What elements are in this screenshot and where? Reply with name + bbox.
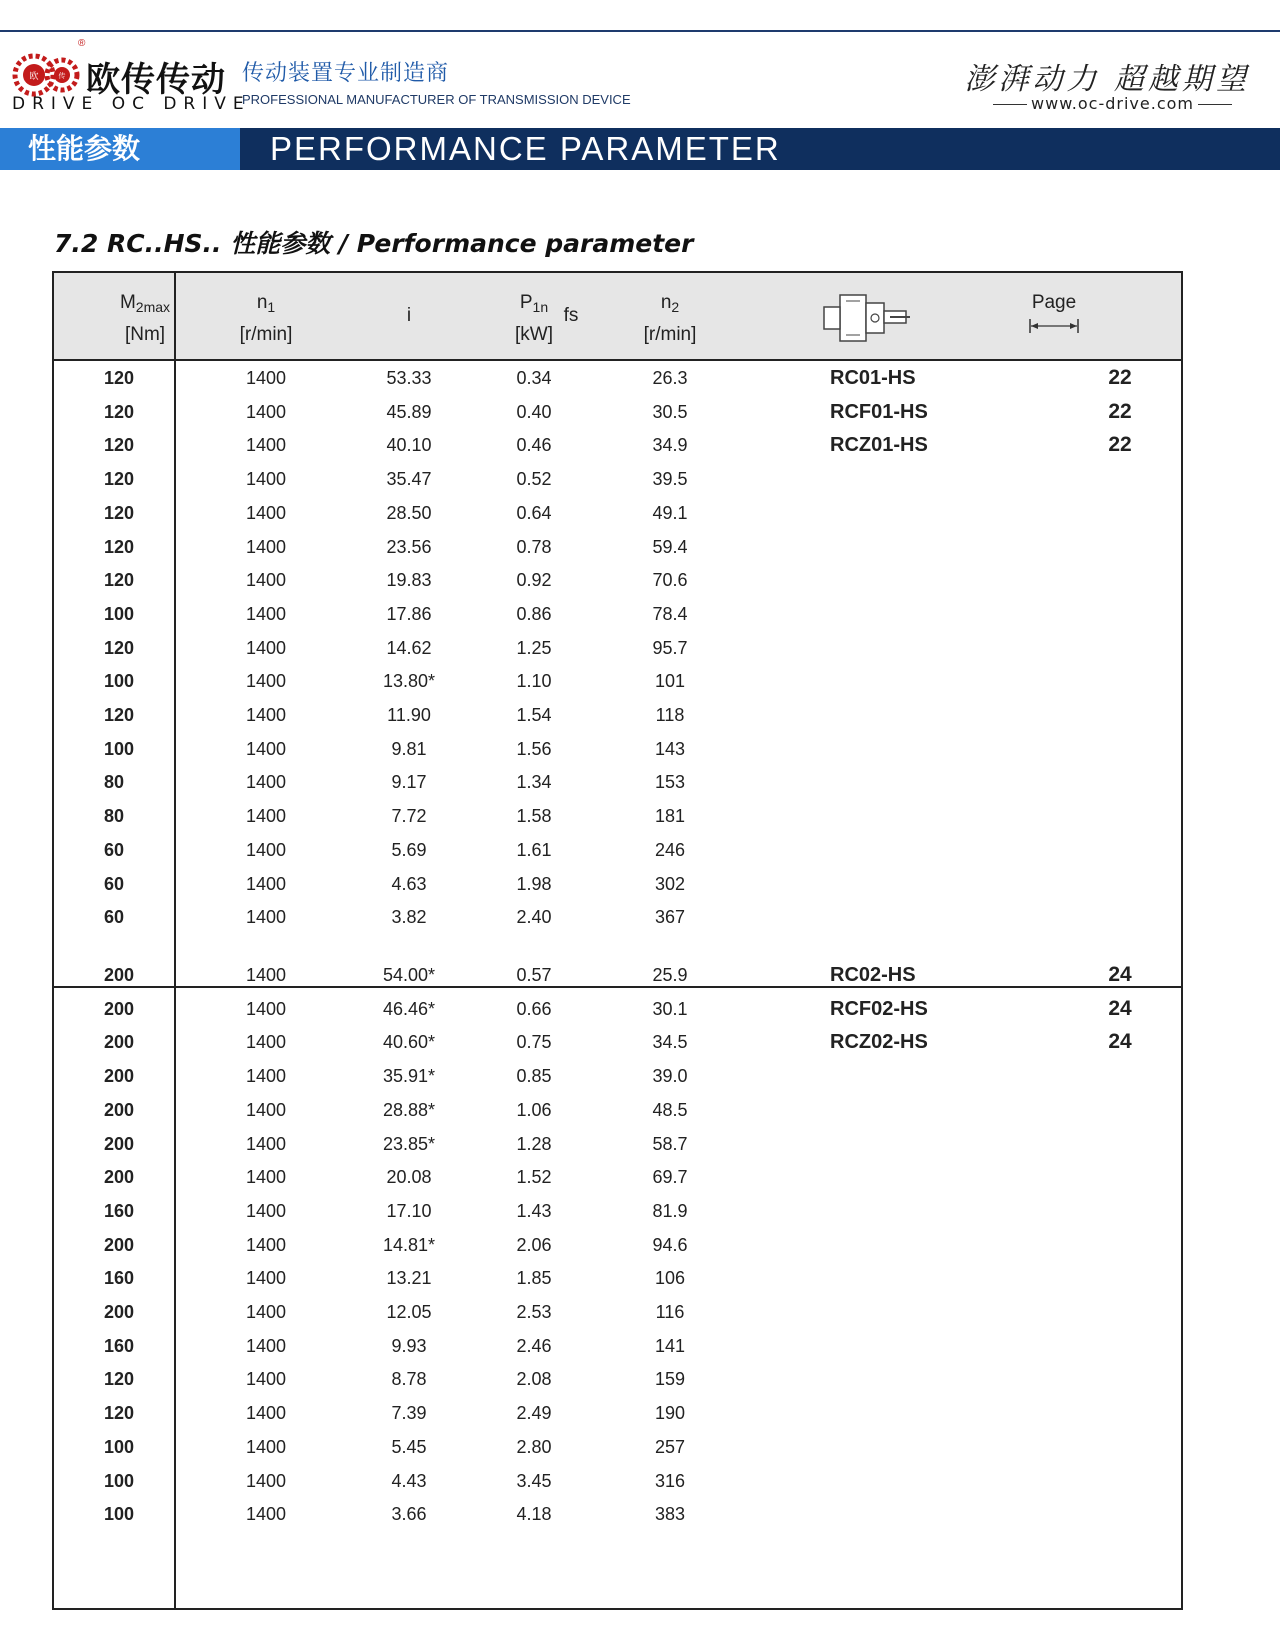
n1-value: 1400: [245, 907, 287, 928]
model-name[interactable]: RC01-HS: [830, 367, 916, 389]
power-value: 1.34: [516, 772, 552, 793]
table-row: [54, 1261, 1181, 1295]
table-row: [54, 1127, 1181, 1161]
n2-value: 48.5: [652, 1099, 688, 1120]
table-row: [54, 395, 1181, 429]
ratio-value: 17.10: [386, 1200, 432, 1221]
n1-value: 1400: [245, 705, 287, 725]
header-p1n: $P_{1n}$ [kW]: [515, 292, 553, 345]
section-title: 7.2 RC..HS.. 性能参数 / Performance parameter: [54, 229, 694, 258]
n2-value: 246: [654, 839, 686, 860]
gear-motor-drawing-icon: [820, 287, 916, 349]
website-url[interactable]: www.oc-drive.com: [989, 94, 1236, 113]
m2-value: 120: [104, 637, 135, 658]
n1-value: 1400: [245, 1470, 287, 1491]
m2-value: 100: [104, 1504, 135, 1525]
table-row: [54, 462, 1181, 496]
n1-value: 1400: [245, 435, 287, 456]
ratio-value: 9.17: [391, 772, 427, 793]
power-value: 1.06: [516, 1099, 552, 1120]
power-value: 0.78: [516, 536, 552, 557]
n1-value: 1400: [245, 368, 287, 388]
n2-value: 95.7: [652, 637, 688, 658]
table-row: [54, 1228, 1181, 1262]
power-value: 1.85: [516, 1268, 552, 1289]
ratio-value: 4.63: [391, 873, 427, 894]
m2-value: 100: [104, 738, 135, 759]
table-row: [54, 900, 1181, 934]
table-row: [54, 765, 1181, 799]
ratio-value: 8.78: [391, 1369, 427, 1390]
m2-value: 80: [104, 772, 125, 793]
n1-value: 1400: [245, 1504, 287, 1525]
header-page: Page: [1031, 292, 1077, 313]
m2-value: 60: [104, 839, 125, 860]
power-value: 1.28: [516, 1133, 552, 1154]
company-logo: [12, 38, 251, 114]
banner-title-en: PERFORMANCE PARAMETER: [240, 128, 1280, 170]
n2-value: 257: [654, 1436, 686, 1457]
ratio-value: 40.60*: [382, 1032, 436, 1053]
n2-value: 190: [654, 1403, 686, 1424]
n2-value: 94.6: [652, 1234, 688, 1255]
ratio-value: 11.90: [387, 705, 431, 725]
n2-value: 153: [654, 772, 686, 793]
table-row: [54, 1059, 1181, 1093]
ratio-value: 5.69: [391, 839, 427, 860]
n1-value: 1400: [245, 637, 287, 658]
header-fs: fs: [563, 305, 579, 326]
n2-value: 30.5: [652, 401, 688, 422]
ratio-value: 4.43: [391, 1470, 427, 1491]
m2-value: 160: [104, 1335, 135, 1356]
brand-name-cn: 欧传传动: [86, 60, 226, 100]
power-value: 0.86: [516, 603, 552, 624]
n2-value: 159: [654, 1369, 686, 1390]
n2-value: 58.7: [652, 1133, 688, 1154]
n2-value: 101: [654, 671, 686, 692]
n2-value: 316: [654, 1470, 686, 1491]
page-reference[interactable]: 22: [1108, 399, 1132, 423]
power-value: 0.57: [516, 965, 552, 985]
n2-value: 34.9: [652, 435, 688, 456]
table-row: [54, 1093, 1181, 1127]
n1-value: 1400: [245, 1403, 287, 1424]
tagline-en: PROFESSIONAL MANUFACTURER OF TRANSMISSION DEVICE: [242, 92, 631, 107]
n1-value: 1400: [245, 806, 287, 827]
model-name[interactable]: RC02-HS: [830, 964, 916, 986]
n1-value: 1400: [245, 1133, 287, 1154]
m2-value: 120: [104, 435, 135, 456]
header-m2max: $M_{2max}$ [Nm]: [119, 292, 171, 345]
m2-value: 100: [104, 671, 135, 692]
m2-value: 120: [104, 502, 135, 523]
power-value: 0.40: [516, 401, 552, 422]
table-row: [54, 664, 1181, 698]
power-value: 1.54: [516, 705, 552, 725]
n1-value: 1400: [245, 1167, 287, 1188]
n2-value: 143: [654, 738, 686, 759]
m2-value: 120: [104, 536, 135, 557]
power-value: 2.49: [516, 1403, 552, 1424]
n1-value: 1400: [245, 401, 287, 422]
ratio-value: 7.39: [391, 1403, 427, 1424]
m2-value: 200: [104, 1032, 135, 1053]
table-row: [54, 1194, 1181, 1228]
n2-value: 141: [654, 1335, 686, 1356]
m2-value: 200: [104, 965, 135, 985]
page-reference[interactable]: 24: [1108, 963, 1132, 986]
ratio-value: 45.89: [386, 401, 432, 422]
performance-table: [52, 271, 1183, 1610]
n2-value: 116: [655, 1302, 685, 1322]
brand-name-en: DRIVE OC DRIVE: [12, 94, 251, 114]
power-value: 1.10: [516, 671, 552, 692]
m2-value: 80: [104, 806, 125, 827]
power-value: 0.75: [516, 1032, 552, 1053]
n2-value: 59.4: [652, 536, 688, 557]
table-row: [54, 1362, 1181, 1396]
m2-value: 60: [104, 873, 125, 894]
ratio-value: 23.56: [386, 536, 432, 557]
table-header: [54, 273, 1181, 361]
m2-value: 200: [104, 1099, 135, 1120]
ratio-value: 19.83: [386, 570, 432, 591]
table-row: [54, 1025, 1181, 1059]
ratio-value: 14.62: [386, 637, 432, 658]
registered-mark: ®: [78, 38, 86, 49]
n1-value: 1400: [245, 839, 287, 860]
model-name[interactable]: RCZ01-HS: [830, 434, 928, 457]
n1-value: 1400: [245, 873, 287, 894]
n1-value: 1400: [245, 1369, 287, 1390]
header-ratio-i: i: [406, 305, 412, 326]
power-value: 1.52: [516, 1167, 552, 1188]
ratio-value: 53.33: [386, 368, 432, 388]
n2-value: 39.5: [652, 469, 688, 490]
table-row: [54, 732, 1181, 766]
n2-value: 34.5: [652, 1032, 688, 1053]
table-row: [54, 1497, 1181, 1531]
table-row: [54, 833, 1181, 867]
n1-value: 1400: [245, 772, 287, 793]
m2-value: 200: [104, 1302, 135, 1322]
slogan: 澎湃动力 超越期望: [964, 62, 1250, 97]
table-row: [54, 867, 1181, 901]
power-value: 2.53: [516, 1302, 552, 1322]
power-value: 0.52: [516, 469, 552, 490]
power-value: 2.40: [516, 907, 552, 928]
table-row: [54, 1464, 1181, 1498]
n1-value: 1400: [245, 469, 287, 490]
n1-value: 1400: [245, 1200, 287, 1221]
n2-value: 30.1: [652, 998, 688, 1019]
power-value: 0.92: [516, 570, 552, 591]
n1-value: 1400: [245, 603, 287, 624]
banner-title-cn: 性能参数: [0, 128, 240, 170]
ratio-value: 40.10: [386, 435, 432, 456]
svg-text:传: 传: [58, 72, 66, 80]
ratio-value: 35.91*: [382, 1066, 436, 1087]
m2-value: 120: [104, 401, 135, 422]
model-name[interactable]: RCF01-HS: [830, 400, 928, 423]
power-value: 0.85: [516, 1066, 552, 1087]
table-row: [54, 361, 1181, 395]
ratio-value: 13.80*: [382, 671, 436, 692]
m2-value: 160: [104, 1268, 135, 1289]
n1-value: 1400: [245, 1234, 287, 1255]
n1-value: 1400: [245, 1099, 287, 1120]
ratio-value: 3.66: [391, 1504, 427, 1525]
gear-logo-icon: [12, 50, 82, 100]
power-value: 0.66: [516, 998, 552, 1019]
n2-value: 181: [654, 806, 686, 827]
n2-value: 383: [654, 1504, 686, 1525]
m2-value: 200: [104, 998, 135, 1019]
m2-value: 200: [104, 1066, 135, 1087]
m2-value: 100: [104, 603, 135, 624]
n2-value: 39.0: [652, 1066, 688, 1087]
power-value: 1.58: [516, 806, 552, 827]
page-reference[interactable]: 22: [1108, 366, 1132, 389]
m2-value: 200: [104, 1167, 135, 1188]
ratio-value: 54.00*: [382, 965, 436, 985]
power-value: 3.45: [516, 1470, 552, 1491]
n1-value: 1400: [245, 998, 287, 1019]
ratio-value: 20.08: [386, 1167, 432, 1188]
ratio-value: 7.72: [391, 806, 427, 827]
n1-value: 1400: [245, 671, 287, 692]
table-row: [54, 1329, 1181, 1363]
table-row: [54, 958, 1181, 992]
ratio-value: 13.21: [386, 1268, 432, 1289]
ratio-value: 3.82: [391, 907, 427, 928]
n1-value: 1400: [245, 1066, 287, 1087]
table-row: [54, 1430, 1181, 1464]
power-value: 2.46: [516, 1335, 552, 1356]
power-value: 2.80: [516, 1436, 552, 1457]
m2-value: 120: [104, 705, 135, 725]
table-row: [54, 563, 1181, 597]
n1-value: 1400: [245, 1302, 287, 1322]
ratio-value: 46.46*: [382, 998, 436, 1019]
m2-value: 200: [104, 1234, 135, 1255]
tagline-cn: 传动装置专业制造商: [242, 61, 450, 86]
header-n1: $n_1$ [r/min]: [239, 292, 293, 345]
ratio-value: 9.81: [391, 738, 427, 759]
ratio-value: 28.88*: [382, 1099, 436, 1120]
m2-value: 120: [104, 570, 135, 591]
m2-value: 120: [104, 469, 135, 490]
m2-value: 100: [104, 1470, 135, 1491]
power-value: 4.18: [516, 1504, 552, 1525]
page-reference[interactable]: 22: [1108, 433, 1132, 457]
width-arrow-icon: [1028, 318, 1080, 334]
n2-value: 49.1: [652, 502, 688, 523]
table-row: [54, 631, 1181, 665]
m2-value: 100: [104, 1436, 135, 1457]
power-value: 1.25: [516, 637, 552, 658]
ratio-value: 12.05: [386, 1302, 432, 1322]
table-row: [54, 597, 1181, 631]
n1-value: 1400: [245, 1032, 287, 1053]
table-row: [54, 530, 1181, 564]
power-value: 2.08: [516, 1369, 552, 1390]
n2-value: 70.6: [652, 570, 688, 591]
n1-value: 1400: [245, 1268, 287, 1289]
n2-value: 118: [655, 705, 685, 725]
power-value: 1.43: [516, 1200, 552, 1221]
n2-value: 106: [654, 1268, 686, 1289]
n1-value: 1400: [245, 1335, 287, 1356]
table-row: [54, 698, 1181, 732]
ratio-value: 17.86: [386, 603, 432, 624]
m2-value: 120: [104, 1403, 135, 1424]
power-value: 0.64: [516, 502, 552, 523]
model-name[interactable]: RCF02-HS: [830, 997, 928, 1020]
n1-value: 1400: [245, 738, 287, 759]
table-row: [54, 1396, 1181, 1430]
table-row: [54, 496, 1181, 530]
n2-value: 78.4: [652, 603, 688, 624]
n1-value: 1400: [245, 502, 287, 523]
ratio-value: 35.47: [386, 469, 432, 490]
n2-value: 81.9: [652, 1200, 688, 1221]
n1-value: 1400: [245, 1436, 287, 1457]
ratio-value: 9.93: [391, 1335, 427, 1356]
power-value: 1.98: [516, 873, 552, 894]
logo-mark-text: 欧: [29, 72, 39, 82]
table-row: [54, 799, 1181, 833]
m2-value: 60: [104, 907, 125, 928]
table-row: [54, 1295, 1181, 1329]
model-name[interactable]: RCZ02-HS: [830, 1031, 928, 1054]
header-n2: $n_2$ [r/min]: [643, 292, 697, 345]
table-row: [54, 992, 1181, 1026]
m2-value: 120: [104, 1369, 135, 1390]
ratio-value: 28.50: [386, 502, 432, 523]
n2-value: 26.3: [652, 368, 688, 388]
power-value: 2.06: [516, 1234, 552, 1255]
n2-value: 69.7: [652, 1167, 688, 1188]
n2-value: 25.9: [652, 965, 688, 985]
section-banner: [0, 128, 1280, 170]
power-value: 0.46: [516, 435, 552, 456]
n1-value: 1400: [245, 965, 287, 985]
m2-value: 160: [104, 1200, 135, 1221]
ratio-value: 14.81*: [382, 1234, 436, 1255]
power-value: 1.56: [516, 738, 552, 759]
n1-value: 1400: [245, 536, 287, 557]
m2-value: 120: [104, 368, 135, 388]
table-row: [54, 428, 1181, 462]
top-rule: [0, 30, 1280, 32]
page-reference[interactable]: 24: [1108, 996, 1132, 1020]
table-row: [54, 1160, 1181, 1194]
ratio-value: 23.85*: [382, 1133, 436, 1154]
n1-value: 1400: [245, 570, 287, 591]
m2-value: 200: [104, 1133, 135, 1154]
n2-value: 302: [654, 873, 686, 894]
ratio-value: 5.45: [391, 1436, 427, 1457]
n2-value: 367: [654, 907, 686, 928]
power-value: 0.34: [516, 368, 552, 388]
page-reference[interactable]: 24: [1108, 1030, 1132, 1054]
power-value: 1.61: [516, 839, 552, 860]
